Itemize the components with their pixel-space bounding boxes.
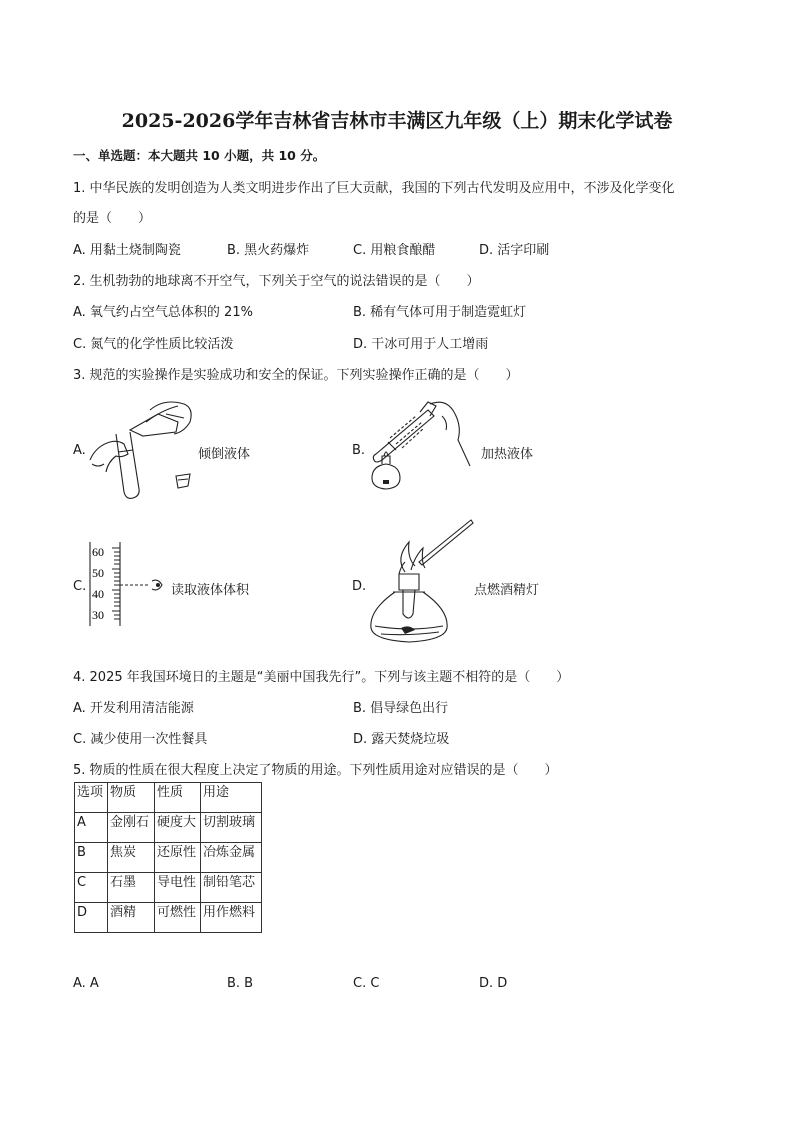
table-row <box>75 903 262 933</box>
table-cell: 导电性 <box>155 873 201 903</box>
heat-liquid-figure <box>366 396 476 496</box>
table-cell: C <box>75 873 108 903</box>
q5-option-d: D. D <box>479 976 508 991</box>
q2-option-a: A. 氧气约占空气总体积的 21% <box>73 305 253 320</box>
q1-stem-line2: 的是（ ） <box>73 211 152 226</box>
table-row <box>75 843 262 873</box>
q5-stem: 5. 物质的性质在很大程度上决定了物质的用途。下列性质用途对应错误的是（ ） <box>73 763 558 778</box>
table-cell: 切割玻璃 <box>201 813 262 843</box>
cylinder-tick-60: 60 <box>92 545 104 559</box>
table-header-cell: 性质 <box>155 783 201 813</box>
cylinder-tick-30: 30 <box>92 608 104 622</box>
table-cell: 可燃性 <box>155 903 201 933</box>
cylinder-tick-40: 40 <box>92 587 104 601</box>
cylinder-tick-50: 50 <box>92 566 104 580</box>
q3-option-a-text: 倾倒液体 <box>198 447 251 462</box>
q3-option-b-label: B. <box>352 443 366 458</box>
table-cell: 石墨 <box>108 873 155 903</box>
q1-option-d: D. 活字印刷 <box>479 243 550 258</box>
q2-option-c: C. 氮气的化学性质比较活泼 <box>73 337 234 352</box>
q3-option-c-label: C. <box>73 579 87 594</box>
q4-stem: 4. 2025 年我国环境日的主题是“美丽中国我先行”。下列与该主题不相符的是（ ） <box>73 670 570 685</box>
q3-option-a-label: A. <box>73 443 86 458</box>
table-cell: A <box>75 813 108 843</box>
exam-title: 2025-2026学年吉林省吉林市丰满区九年级（上）期末化学试卷 <box>121 110 673 132</box>
table-cell: 金刚石 <box>108 813 155 843</box>
table-cell: 用作燃料 <box>201 903 262 933</box>
q3-option-d-text: 点燃酒精灯 <box>474 583 540 598</box>
q2-option-b: B. 稀有气体可用于制造霓虹灯 <box>353 305 527 320</box>
q1-option-a: A. 用黏土烧制陶瓷 <box>73 243 181 258</box>
q4-option-a: A. 开发利用清洁能源 <box>73 701 194 716</box>
q2-option-d: D. 干冰可用于人工增雨 <box>353 337 489 352</box>
table-cell: 制铅笔芯 <box>201 873 262 903</box>
q1-stem-line1: 1. 中华民族的发明创造为人类文明进步作出了巨大贡献，我国的下列古代发明及应用中，不涉及化学变化 <box>73 181 675 196</box>
table-header-row <box>75 783 262 813</box>
section-heading-single-choice: 一、单选题：本大题共 10 小题，共 10 分。 <box>73 148 326 163</box>
read-volume-figure <box>84 540 184 630</box>
table-row <box>75 873 262 903</box>
table-cell: 还原性 <box>155 843 201 873</box>
q4-option-c: C. 减少使用一次性餐具 <box>73 732 208 747</box>
q5-option-b: B. B <box>227 976 254 991</box>
table-cell: 酒精 <box>108 903 155 933</box>
q3-option-d-label: D. <box>352 579 367 594</box>
q1-option-c: C. 用粮食酿醋 <box>353 243 436 258</box>
table-cell: D <box>75 903 108 933</box>
light-alcohol-lamp-figure <box>365 518 480 648</box>
q3-stem: 3. 规范的实验操作是实验成功和安全的保证。下列实验操作正确的是（ ） <box>73 368 519 383</box>
q5-option-c: C. C <box>353 976 380 991</box>
q3-option-c-text: 读取液体体积 <box>171 583 250 598</box>
q2-stem: 2. 生机勃勃的地球离不开空气，下列关于空气的说法错误的是（ ） <box>73 274 480 289</box>
table-row <box>75 813 262 843</box>
pour-liquid-figure <box>88 392 208 507</box>
table-header-cell: 物质 <box>108 783 155 813</box>
table-cell: 冶炼金属 <box>201 843 262 873</box>
q4-option-d: D. 露天焚烧垃圾 <box>353 732 450 747</box>
table-header-cell: 选项 <box>75 783 108 813</box>
table-cell: 焦炭 <box>108 843 155 873</box>
q3-option-b-text: 加热液体 <box>481 447 534 462</box>
q5-property-use-table <box>74 782 262 933</box>
table-cell: 硬度大 <box>155 813 201 843</box>
table-cell: B <box>75 843 108 873</box>
q4-option-b: B. 倡导绿色出行 <box>353 701 449 716</box>
q5-option-a: A. A <box>73 976 99 991</box>
q1-option-b: B. 黑火药爆炸 <box>227 243 310 258</box>
table-header-cell: 用途 <box>201 783 262 813</box>
